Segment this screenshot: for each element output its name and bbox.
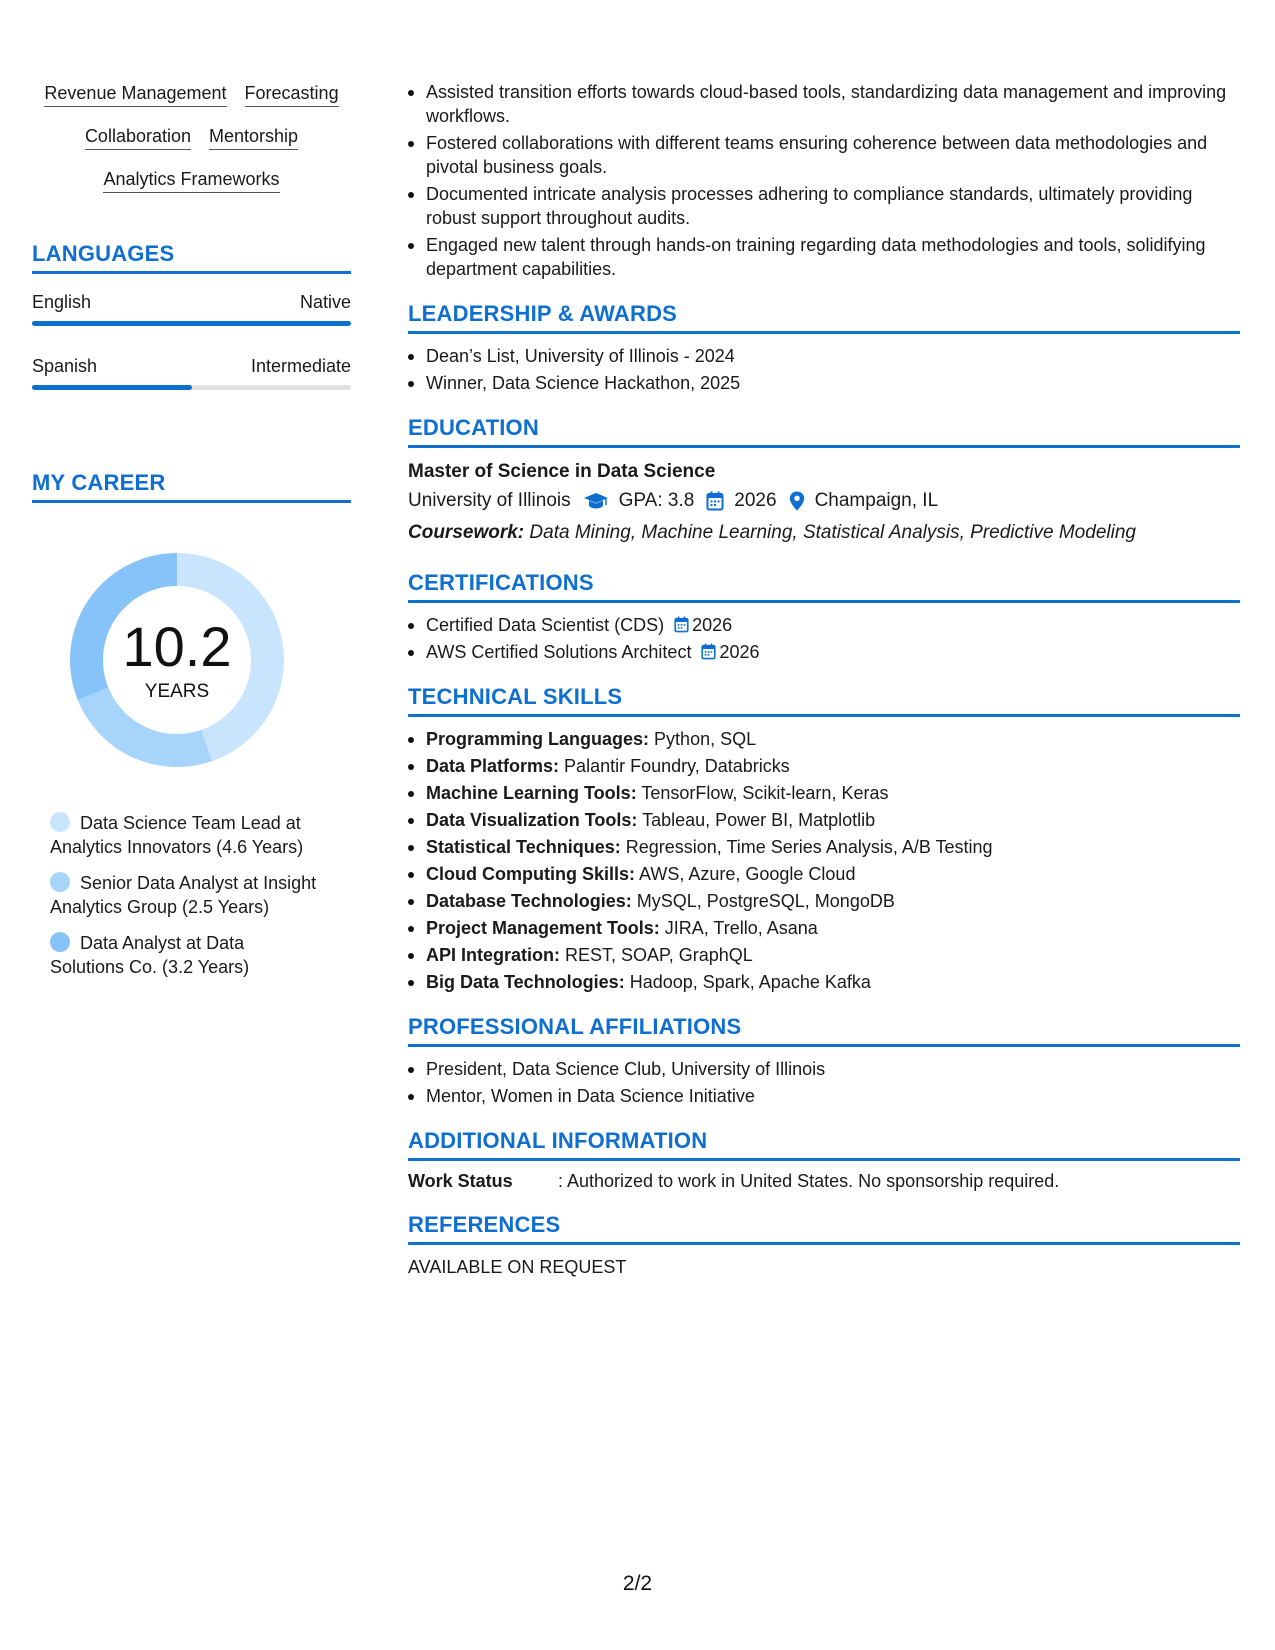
cert-name: AWS Certified Solutions Architect	[426, 642, 692, 662]
list-item	[408, 862, 1240, 886]
legend-dot	[50, 872, 70, 892]
skill-label: Statistical Techniques:	[426, 837, 621, 857]
main-content	[408, 80, 1240, 1279]
skill-label: Cloud Computing Skills:	[426, 864, 635, 884]
school-name: University of Illinois	[408, 490, 571, 511]
language-spanish	[32, 356, 351, 390]
skill-value: REST, SOAP, GraphQL	[565, 945, 753, 965]
graduation-year: 2026	[734, 490, 777, 511]
degree-title: Master of Science in Data Science	[408, 461, 716, 482]
skill-value: MySQL, PostgreSQL, MongoDB	[636, 891, 895, 911]
skill-value: Hadoop, Spark, Apache Kafka	[629, 972, 871, 992]
career-item-label: Senior Data Analyst at Insight Analytics Group (2.5 Years)	[50, 873, 317, 917]
list-item: Assisted transition efforts towards cloud-based tools, standardizing data management and improving workflows.	[408, 80, 1240, 128]
calendar-icon	[674, 616, 689, 633]
references-text: AVAILABLE ON REQUEST	[408, 1257, 627, 1277]
skill-label: Data Platforms:	[426, 756, 560, 776]
language-bar-fill	[32, 385, 192, 390]
experience-bullets	[408, 80, 1240, 281]
work-status-row	[408, 1171, 1240, 1192]
list-item	[408, 754, 1240, 778]
list-item	[408, 970, 1240, 994]
education-entry	[408, 458, 1240, 550]
skill-tag: Collaboration	[85, 125, 191, 150]
language-bar	[32, 321, 351, 326]
education-heading: EDUCATION	[408, 415, 1240, 448]
education-location: Champaign, IL	[814, 490, 939, 511]
list-item: Winner, Data Science Hackathon, 2025	[408, 371, 1240, 395]
page-number: 2/2	[622, 1572, 653, 1595]
list-item: Dean’s List, University of Illinois - 2024	[408, 344, 1240, 368]
coursework-label: Coursework:	[408, 522, 525, 543]
skill-value: Python, SQL	[654, 729, 757, 749]
list-item: Fostered collaborations with different teams ensuring coherence between data methodologies and pivotal business goals.	[408, 131, 1240, 179]
skill-value: Palantir Foundry, Databricks	[564, 756, 790, 776]
technical-skills-list	[408, 727, 1240, 994]
career-item	[50, 931, 321, 979]
skill-tag: Forecasting	[245, 82, 339, 107]
list-item	[408, 781, 1240, 805]
certifications-heading: CERTIFICATIONS	[408, 570, 1240, 603]
list-item	[408, 808, 1240, 832]
list-item	[408, 727, 1240, 751]
skills-tags	[32, 82, 351, 193]
skill-label: Project Management Tools:	[426, 918, 660, 938]
languages-heading: LANGUAGES	[32, 241, 351, 274]
list-item	[408, 889, 1240, 913]
career-legend	[32, 811, 351, 979]
references-heading: REFERENCES	[408, 1212, 1240, 1245]
cert-name: Certified Data Scientist (CDS)	[426, 615, 665, 635]
sidebar	[32, 82, 351, 991]
language-level: Intermediate	[250, 356, 351, 376]
leadership-heading: LEADERSHIP & AWARDS	[408, 301, 1240, 334]
list-item	[408, 835, 1240, 859]
skill-value: AWS, Azure, Google Cloud	[639, 864, 856, 884]
calendar-icon	[701, 643, 716, 660]
career-donut-chart	[62, 545, 292, 775]
career-heading: MY CAREER	[32, 470, 351, 503]
coursework-value: Data Mining, Machine Learning, Statistical Analysis, Predictive Modeling	[529, 522, 1136, 543]
legend-dot	[50, 932, 70, 952]
cert-year: 2026	[692, 615, 733, 635]
career-total: 10.2	[122, 615, 232, 678]
skill-value: Regression, Time Series Analysis, A/B Testing	[625, 837, 993, 857]
skill-label: API Integration:	[426, 945, 560, 965]
career-item-label: Data Analyst at Data Solutions Co. (3.2 Years)	[50, 933, 250, 977]
list-item	[408, 916, 1240, 940]
additional-info-heading: ADDITIONAL INFORMATION	[408, 1128, 1240, 1161]
work-status-value: : Authorized to work in United States. No sponsorship required.	[558, 1171, 1060, 1191]
skill-value: TensorFlow, Scikit-learn, Keras	[641, 783, 889, 803]
skill-tag: Mentorship	[209, 125, 298, 150]
career-item	[50, 811, 321, 859]
skill-tag: Revenue Management	[44, 82, 226, 107]
map-pin-icon	[789, 491, 805, 511]
language-name: English	[32, 292, 92, 312]
graduation-cap-icon	[583, 492, 609, 510]
affiliations-heading: PROFESSIONAL AFFILIATIONS	[408, 1014, 1240, 1047]
skill-value: JIRA, Trello, Asana	[664, 918, 818, 938]
skill-label: Data Visualization Tools:	[426, 810, 638, 830]
skill-tag: Analytics Frameworks	[103, 168, 279, 193]
list-item: Mentor, Women in Data Science Initiative	[408, 1084, 1240, 1108]
list-item: Documented intricate analysis processes adhering to compliance standards, ultimately providing robust support throughout audits.	[408, 182, 1240, 230]
list-item	[408, 613, 1240, 637]
language-english	[32, 292, 351, 326]
cert-year: 2026	[719, 642, 760, 662]
list-item: President, Data Science Club, University of Illinois	[408, 1057, 1240, 1081]
skill-label: Database Technologies:	[426, 891, 632, 911]
list-item	[408, 640, 1240, 664]
technical-skills-heading: TECHNICAL SKILLS	[408, 684, 1240, 717]
skill-label: Big Data Technologies:	[426, 972, 625, 992]
skill-label: Machine Learning Tools:	[426, 783, 637, 803]
language-level: Native	[299, 292, 351, 312]
affiliations-list	[408, 1057, 1240, 1108]
language-bar-fill	[32, 321, 351, 326]
legend-dot	[50, 812, 70, 832]
skill-label: Programming Languages:	[426, 729, 650, 749]
coursework	[408, 516, 1240, 550]
work-status-label: Work Status	[408, 1171, 513, 1191]
list-item: Engaged new talent through hands-on training regarding data methodologies and tools, solidifying department capabilities.	[408, 233, 1240, 281]
calendar-icon	[706, 491, 724, 511]
career-unit: YEARS	[144, 681, 210, 702]
career-item-label: Data Science Team Lead at Analytics Innovators (4.6 Years)	[50, 813, 304, 857]
gpa: GPA: 3.8	[618, 490, 695, 511]
leadership-list	[408, 344, 1240, 395]
certifications-list	[408, 613, 1240, 664]
language-bar	[32, 385, 351, 390]
skill-value: Tableau, Power BI, Matplotlib	[642, 810, 876, 830]
language-name: Spanish	[32, 356, 98, 376]
education-meta	[408, 486, 1240, 516]
career-item	[50, 871, 321, 919]
list-item	[408, 943, 1240, 967]
